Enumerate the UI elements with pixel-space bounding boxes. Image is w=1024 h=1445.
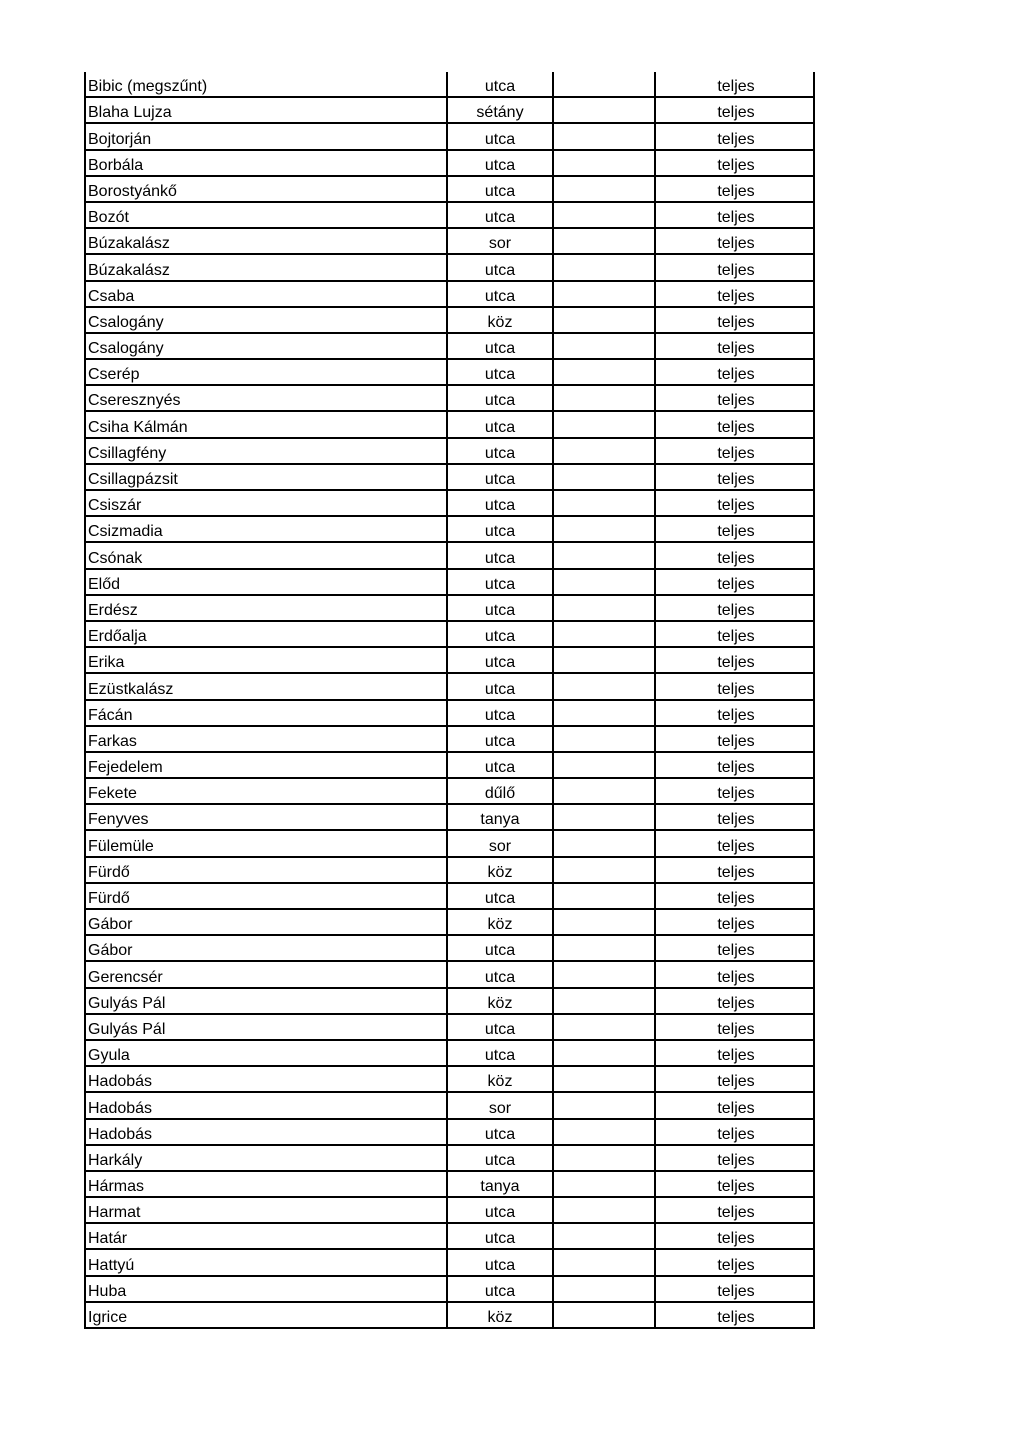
table-row xyxy=(84,1015,815,1041)
street-type-cell: tanya xyxy=(480,1178,520,1196)
street-type-cell: utca xyxy=(484,1230,516,1248)
status-cell: teljes xyxy=(717,968,755,986)
street-name-cell: Fürdő xyxy=(88,863,130,881)
table-row xyxy=(84,674,815,700)
street-type-cell: utca xyxy=(484,1047,516,1065)
status-cell: teljes xyxy=(717,575,755,593)
table-row xyxy=(84,517,815,543)
street-type-cell: utca xyxy=(484,261,516,279)
street-type-cell: utca xyxy=(484,654,516,672)
street-name-cell: Csizmadia xyxy=(88,523,163,541)
status-cell: teljes xyxy=(717,366,755,384)
status-cell: teljes xyxy=(717,340,755,358)
street-type-cell: sor xyxy=(488,837,512,855)
status-cell: teljes xyxy=(717,497,755,515)
table-row xyxy=(84,1093,815,1119)
street-type-cell: utca xyxy=(484,497,516,515)
table-row xyxy=(84,1224,815,1250)
street-type-cell: utca xyxy=(484,392,516,410)
status-cell: teljes xyxy=(717,313,755,331)
street-name-cell: Csillagfény xyxy=(88,444,167,462)
status-cell: teljes xyxy=(717,811,755,829)
status-cell: teljes xyxy=(717,156,755,174)
street-name-cell: Harmat xyxy=(88,1204,141,1222)
status-cell: teljes xyxy=(717,1073,755,1091)
street-type-cell: utca xyxy=(484,1151,516,1169)
table-row xyxy=(84,596,815,622)
status-cell: teljes xyxy=(717,104,755,122)
street-type-cell: utca xyxy=(484,78,516,96)
street-name-cell: Hattyú xyxy=(88,1256,135,1274)
status-cell: teljes xyxy=(717,392,755,410)
street-name-cell: Borbála xyxy=(88,156,144,174)
status-cell: teljes xyxy=(717,1230,755,1248)
street-type-cell: köz xyxy=(487,313,513,331)
street-type-cell: utca xyxy=(484,287,516,305)
table-row xyxy=(84,386,815,412)
status-cell: teljes xyxy=(717,549,755,567)
street-type-cell: köz xyxy=(487,863,513,881)
street-name-cell: Fácán xyxy=(88,706,133,724)
table-row xyxy=(84,98,815,124)
street-name-cell: Fekete xyxy=(88,785,137,803)
status-cell: teljes xyxy=(717,261,755,279)
street-name-cell: Fülemüle xyxy=(88,837,154,855)
street-name-cell: Ezüstkalász xyxy=(88,680,174,698)
street-type-cell: utca xyxy=(484,1125,516,1143)
street-type-cell: utca xyxy=(484,1204,516,1222)
status-cell: teljes xyxy=(717,759,755,777)
table-row xyxy=(84,962,815,988)
table-row xyxy=(84,543,815,569)
street-name-cell: Csaba xyxy=(88,287,135,305)
street-name-cell: Erdőalja xyxy=(88,628,147,646)
street-name-cell: Hadobás xyxy=(88,1125,153,1143)
street-list-table xyxy=(84,72,815,1329)
status-cell: teljes xyxy=(717,942,755,960)
table-row xyxy=(84,622,815,648)
street-name-cell: Gábor xyxy=(88,916,133,934)
status-cell: teljes xyxy=(717,1204,755,1222)
status-cell: teljes xyxy=(717,601,755,619)
table-row xyxy=(84,439,815,465)
status-cell: teljes xyxy=(717,863,755,881)
street-type-cell: utca xyxy=(484,1282,516,1300)
table-row xyxy=(84,124,815,150)
street-type-cell: utca xyxy=(484,182,516,200)
street-type-cell: utca xyxy=(484,680,516,698)
street-type-cell: utca xyxy=(484,340,516,358)
street-type-cell: tanya xyxy=(480,811,520,829)
table-row xyxy=(84,255,815,281)
street-name-cell: Fejedelem xyxy=(88,759,163,777)
street-type-cell: utca xyxy=(484,1256,516,1274)
status-cell: teljes xyxy=(717,628,755,646)
table-row xyxy=(84,282,815,308)
street-name-cell: Búzakalász xyxy=(88,235,170,253)
street-name-cell: Blaha Lujza xyxy=(88,104,172,122)
status-cell: teljes xyxy=(717,523,755,541)
table-body xyxy=(84,72,815,1329)
street-name-cell: Előd xyxy=(88,575,121,593)
street-type-cell: utca xyxy=(484,1020,516,1038)
status-cell: teljes xyxy=(717,1256,755,1274)
table-row xyxy=(84,936,815,962)
street-type-cell: utca xyxy=(484,523,516,541)
street-name-cell: Bojtorján xyxy=(88,130,152,148)
street-name-cell: Farkas xyxy=(88,732,137,750)
table-row xyxy=(84,884,815,910)
street-name-cell: Hármas xyxy=(88,1178,145,1196)
status-cell: teljes xyxy=(717,890,755,907)
street-type-cell: utca xyxy=(484,366,516,384)
table-row xyxy=(84,753,815,779)
table-row xyxy=(84,491,815,517)
table-row xyxy=(84,701,815,727)
street-type-cell: utca xyxy=(484,156,516,174)
status-cell: teljes xyxy=(717,78,755,96)
status-cell: teljes xyxy=(717,418,755,436)
street-type-cell: sor xyxy=(488,235,512,253)
status-cell: teljes xyxy=(717,1125,755,1143)
street-type-cell: utca xyxy=(484,890,516,907)
table-row xyxy=(84,1146,815,1172)
street-type-cell: köz xyxy=(487,1073,513,1091)
table-row xyxy=(84,1250,815,1276)
table-row xyxy=(84,805,815,831)
street-type-cell: köz xyxy=(487,916,513,934)
table-row xyxy=(84,727,815,753)
street-name-cell: Gerencsér xyxy=(88,968,163,986)
table-row xyxy=(84,177,815,203)
street-type-cell: utca xyxy=(484,471,516,488)
street-name-cell: Gulyás Pál xyxy=(88,994,166,1012)
street-name-cell: Cserép xyxy=(88,366,140,384)
street-name-cell: Csiha Kálmán xyxy=(88,418,188,436)
street-name-cell: Gulyás Pál xyxy=(88,1020,166,1038)
street-type-cell: utca xyxy=(484,209,516,227)
street-type-cell: utca xyxy=(484,575,516,593)
street-name-cell: Búzakalász xyxy=(88,261,170,279)
street-name-cell: Csillagpázsit xyxy=(88,471,178,488)
street-name-cell: Csónak xyxy=(88,549,143,567)
status-cell: teljes xyxy=(717,209,755,227)
table-row xyxy=(84,858,815,884)
table-row xyxy=(84,465,815,491)
street-name-cell: Erdész xyxy=(88,601,138,619)
street-name-cell: Huba xyxy=(88,1282,127,1300)
street-name-cell: Fenyves xyxy=(88,811,149,829)
street-type-cell: köz xyxy=(487,994,513,1012)
status-cell: teljes xyxy=(717,654,755,672)
street-name-cell: Cseresznyés xyxy=(88,392,181,410)
street-name-cell: Bozót xyxy=(88,209,129,227)
street-type-cell: utca xyxy=(484,444,516,462)
street-name-cell: Erika xyxy=(88,654,125,672)
status-cell: teljes xyxy=(717,706,755,724)
street-type-cell: utca xyxy=(484,130,516,148)
street-type-cell: utca xyxy=(484,968,516,986)
street-type-cell: utca xyxy=(484,732,516,750)
status-cell: teljes xyxy=(717,471,755,488)
table-row xyxy=(84,72,815,98)
status-cell: teljes xyxy=(717,287,755,305)
table-row xyxy=(84,1172,815,1198)
street-name-cell: Borostyánkő xyxy=(88,182,177,200)
status-cell: teljes xyxy=(717,994,755,1012)
street-name-cell: Csiszár xyxy=(88,497,142,515)
status-cell: teljes xyxy=(717,785,755,803)
street-name-cell: Bibic (megszűnt) xyxy=(88,78,208,96)
street-name-cell: Gyula xyxy=(88,1047,130,1065)
table-row xyxy=(84,570,815,596)
street-name-cell: Gábor xyxy=(88,942,133,960)
status-cell: teljes xyxy=(717,732,755,750)
status-cell: teljes xyxy=(717,1020,755,1038)
street-name-cell: Igrice xyxy=(88,1309,128,1326)
table-row xyxy=(84,989,815,1015)
street-name-cell: Határ xyxy=(88,1230,128,1248)
status-cell: teljes xyxy=(717,1178,755,1196)
table-row xyxy=(84,1198,815,1224)
table-row xyxy=(84,1277,815,1303)
status-cell: teljes xyxy=(717,1099,755,1117)
street-type-cell: utca xyxy=(484,601,516,619)
table-row xyxy=(84,779,815,805)
street-type-cell: dűlő xyxy=(484,785,516,803)
table-row xyxy=(84,151,815,177)
status-cell: teljes xyxy=(717,680,755,698)
table-row xyxy=(84,334,815,360)
table-row xyxy=(84,360,815,386)
table-row xyxy=(84,229,815,255)
status-cell: teljes xyxy=(717,130,755,148)
street-type-cell: utca xyxy=(484,418,516,436)
status-cell: teljes xyxy=(717,182,755,200)
table-row xyxy=(84,1120,815,1146)
street-type-cell: utca xyxy=(484,942,516,960)
street-type-cell: utca xyxy=(484,628,516,646)
status-cell: teljes xyxy=(717,1282,755,1300)
street-name-cell: Hadobás xyxy=(88,1099,153,1117)
table-row xyxy=(84,1067,815,1093)
street-name-cell: Csalogány xyxy=(88,313,164,331)
status-cell: teljes xyxy=(717,1151,755,1169)
status-cell: teljes xyxy=(717,916,755,934)
street-type-cell: utca xyxy=(484,549,516,567)
table-row xyxy=(84,308,815,334)
status-cell: teljes xyxy=(717,1047,755,1065)
street-name-cell: Csalogány xyxy=(88,340,164,358)
street-type-cell: utca xyxy=(484,706,516,724)
status-cell: teljes xyxy=(717,235,755,253)
street-type-cell: sétány xyxy=(476,104,524,122)
street-name-cell: Fürdő xyxy=(88,890,130,907)
street-type-cell: utca xyxy=(484,759,516,777)
status-cell: teljes xyxy=(717,1309,755,1326)
table-row xyxy=(84,203,815,229)
table-row xyxy=(84,831,815,857)
table-row xyxy=(84,1303,815,1329)
status-cell: teljes xyxy=(717,837,755,855)
table-row xyxy=(84,910,815,936)
street-type-cell: sor xyxy=(488,1099,512,1117)
street-name-cell: Harkály xyxy=(88,1151,143,1169)
street-name-cell: Hadobás xyxy=(88,1073,153,1091)
table-row xyxy=(84,1041,815,1067)
table-row xyxy=(84,412,815,438)
street-type-cell: köz xyxy=(487,1309,513,1326)
table-row xyxy=(84,648,815,674)
status-cell: teljes xyxy=(717,444,755,462)
